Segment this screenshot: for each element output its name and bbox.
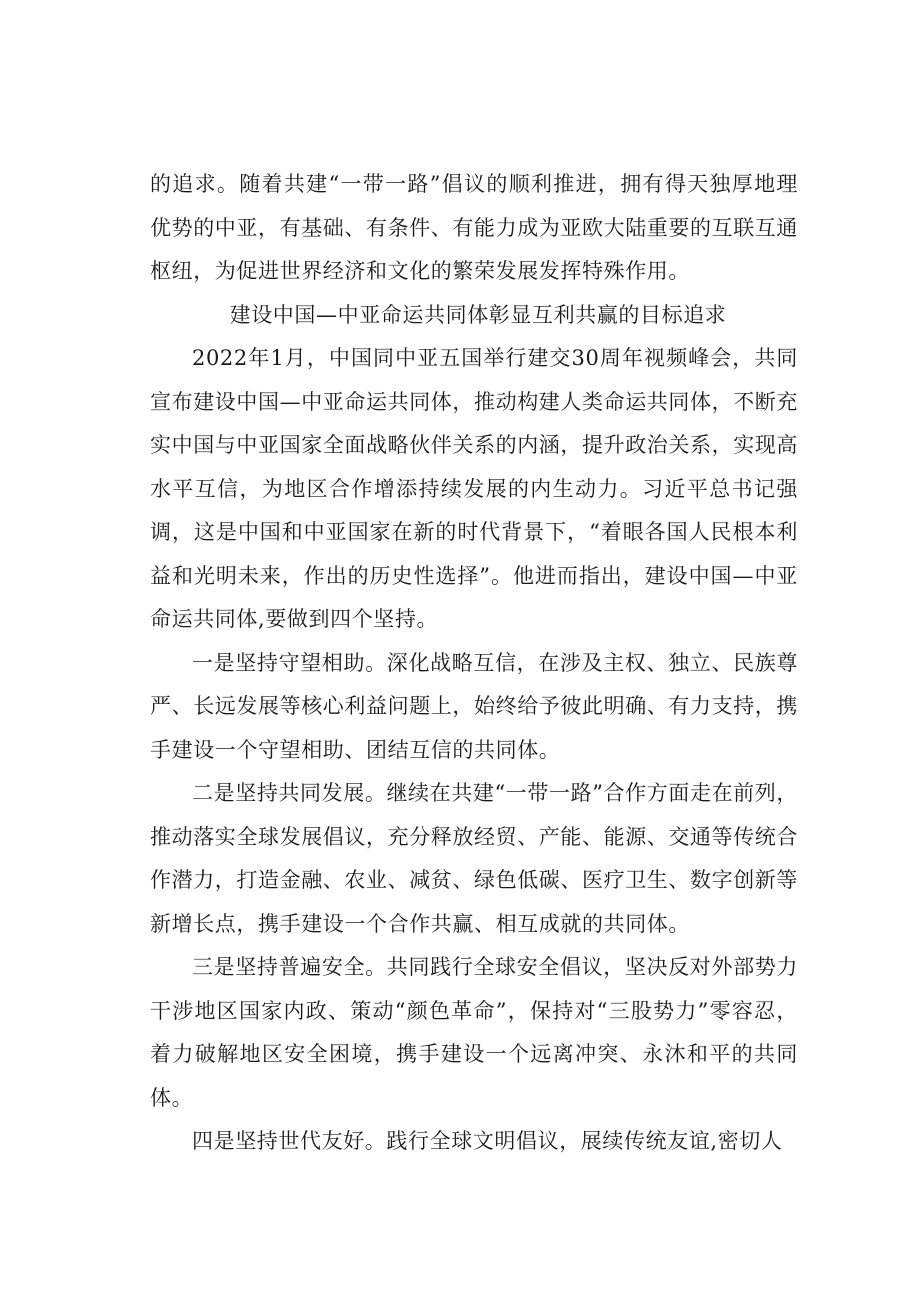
paragraph-intro-continuation: 的追求。随着共建“一带一路”倡议的顺利推进，拥有得天独厚地理优势的中亚，有基础、有条件、有能力成为亚欧大陆重要的互联互通枢纽，为促进世界经济和文化的繁荣发展发挥特殊作用。 bbox=[150, 172, 798, 283]
paragraph-point-three: 三是坚持普遍安全。共同践行全球安全倡议，坚决反对外部势力干涉地区国家内政、策动“颜色革命”，保持对“三股势力”零容忍，着力破解地区安全困境，携手建设一个远离冲突、永沐和平的共同体。 bbox=[150, 955, 798, 1110]
section-heading: 建设中国—中亚命运共同体彰显互利共赢的目标追求 bbox=[229, 302, 727, 327]
paragraph-summit: 2022年1月，中国同中亚五国举行建交30周年视频峰会，共同宣布建设中国—中亚命运共同体，推动构建人类命运共同体，不断充实中国与中亚国家全面战略伙伴关系的内涵，提升政治关系，实现高水平互信，为地区合作增添持续发展的内生动力。习近平总书记强调，这是中国和中亚国家在新的时代背景下，“着眼各国人民根本利益和光明未来，作出的历史性选择”。他进而指出，建设中国—中亚命运共同体,要做到四个坚持。 bbox=[150, 346, 798, 631]
paragraph-point-one: 一是坚持守望相助。深化战略互信，在涉及主权、独立、民族尊严、长远发展等核心利益问题上，始终给予彼此明确、有力支持，携手建设一个守望相助、团结互信的共同体。 bbox=[150, 650, 798, 762]
document-body bbox=[150, 163, 798, 1164]
paragraph-point-two: 二是坚持共同发展。继续在共建“一带一路”合作方面走在前列，推动落实全球发展倡议，充分释放经贸、产能、能源、交通等传统合作潜力，打造金融、农业、减贫、绿色低碳、医疗卫生、数字创新等新增长点，携手建设一个合作共赢、相互成就的共同体。 bbox=[150, 781, 798, 936]
paragraph-point-four: 四是坚持世代友好。践行全球文明倡议，展续传统友谊,密切人 bbox=[192, 1129, 783, 1153]
